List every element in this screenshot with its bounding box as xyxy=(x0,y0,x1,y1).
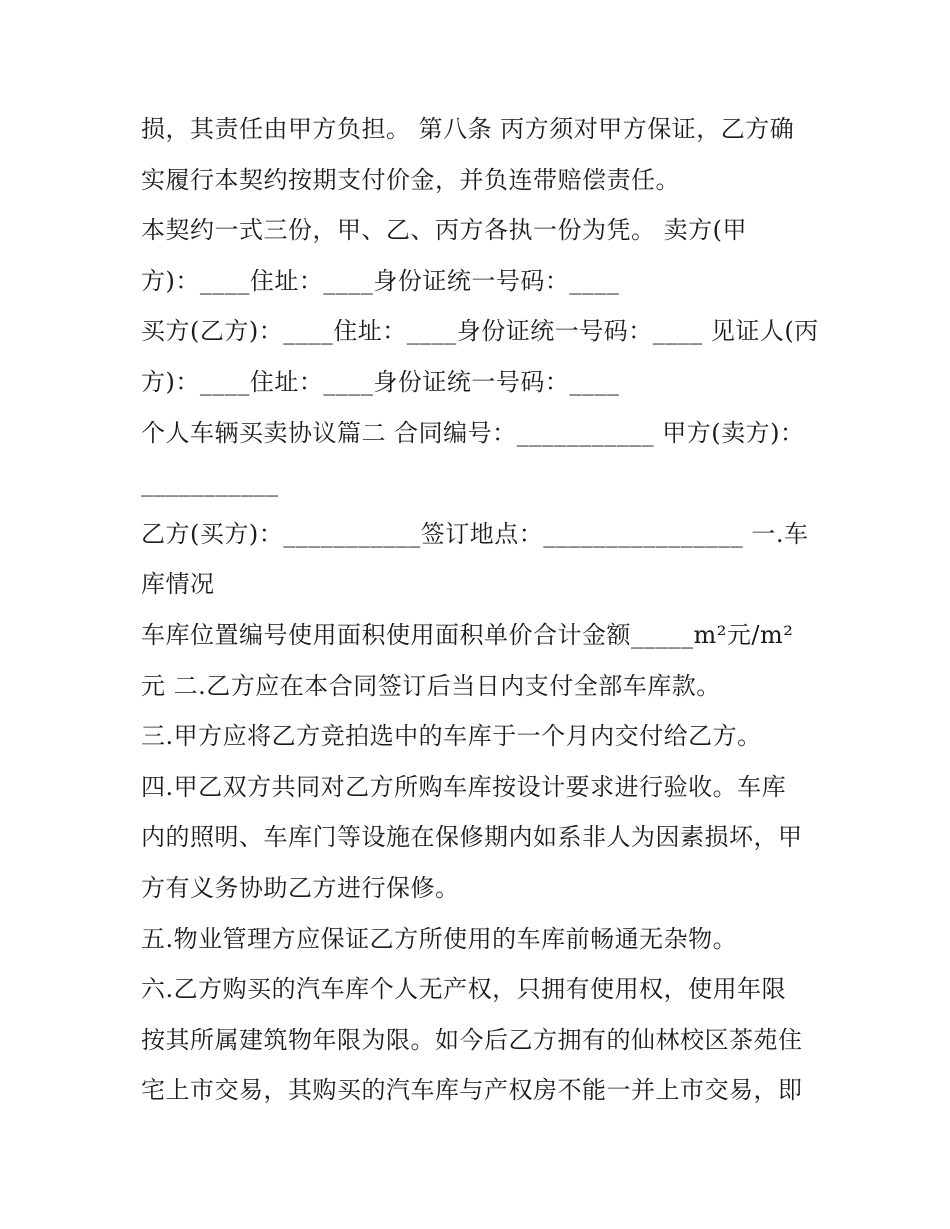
text-line: 四.甲乙双方共同对乙方所购车库按设计要求进行验收。车库 xyxy=(141,772,787,801)
text-line: 车库位置编号使用面积使用面积单价合计金额_____m²元/m² xyxy=(141,620,794,649)
text-line: ___________ xyxy=(141,469,279,498)
text-line: 损，其责任由甲方负担。 第八条 丙方须对甲方保证，乙方确 xyxy=(141,115,795,143)
document-body xyxy=(141,104,821,1116)
text-line: 元 二.乙方应在本合同签订后当日内支付全部车库款。 xyxy=(141,671,721,700)
text-line: 本契约一式三份，甲、乙、丙方各执一份为凭。 卖方(甲 xyxy=(141,216,747,245)
text-line: 乙方(买方)：___________签订地点：________________ 一.车 xyxy=(141,519,809,548)
text-line: 买方(乙方)：____住址：____身份证统一号码：____ 见证人(丙 xyxy=(141,317,819,346)
text-line: 库情况 xyxy=(141,570,215,599)
text-line: 三.甲方应将乙方竞拍选中的车库于一个月内交付给乙方。 xyxy=(141,722,762,751)
text-line: 五.物业管理方应保证乙方所使用的车库前畅通无杂物。 xyxy=(141,924,738,953)
text-line: 方有义务协助乙方进行保修。 xyxy=(141,873,460,902)
text-line: 内的照明、车库门等设施在保修期内如系非人为因素损坏，甲 xyxy=(141,823,803,852)
text-line: 按其所属建筑物年限为限。如今后乙方拥有的仙林校区茶苑住 xyxy=(141,1025,803,1054)
text-line: 实履行本契约按期支付价金，并负连带赔偿责任。 xyxy=(141,165,680,194)
text-line: 个人车辆买卖协议篇二 合同编号：___________ 甲方(卖方)： xyxy=(141,418,805,447)
text-line: 宅上市交易，其购买的汽车库与产权房不能一并上市交易，即 xyxy=(141,1076,803,1105)
text-line: 六.乙方购买的汽车库个人无产权，只拥有使用权，使用年限 xyxy=(141,975,787,1004)
text-line: 方)：____住址：____身份证统一号码：____ xyxy=(141,266,620,295)
text-line: 方)：____住址：____身份证统一号码：____ xyxy=(141,367,620,396)
